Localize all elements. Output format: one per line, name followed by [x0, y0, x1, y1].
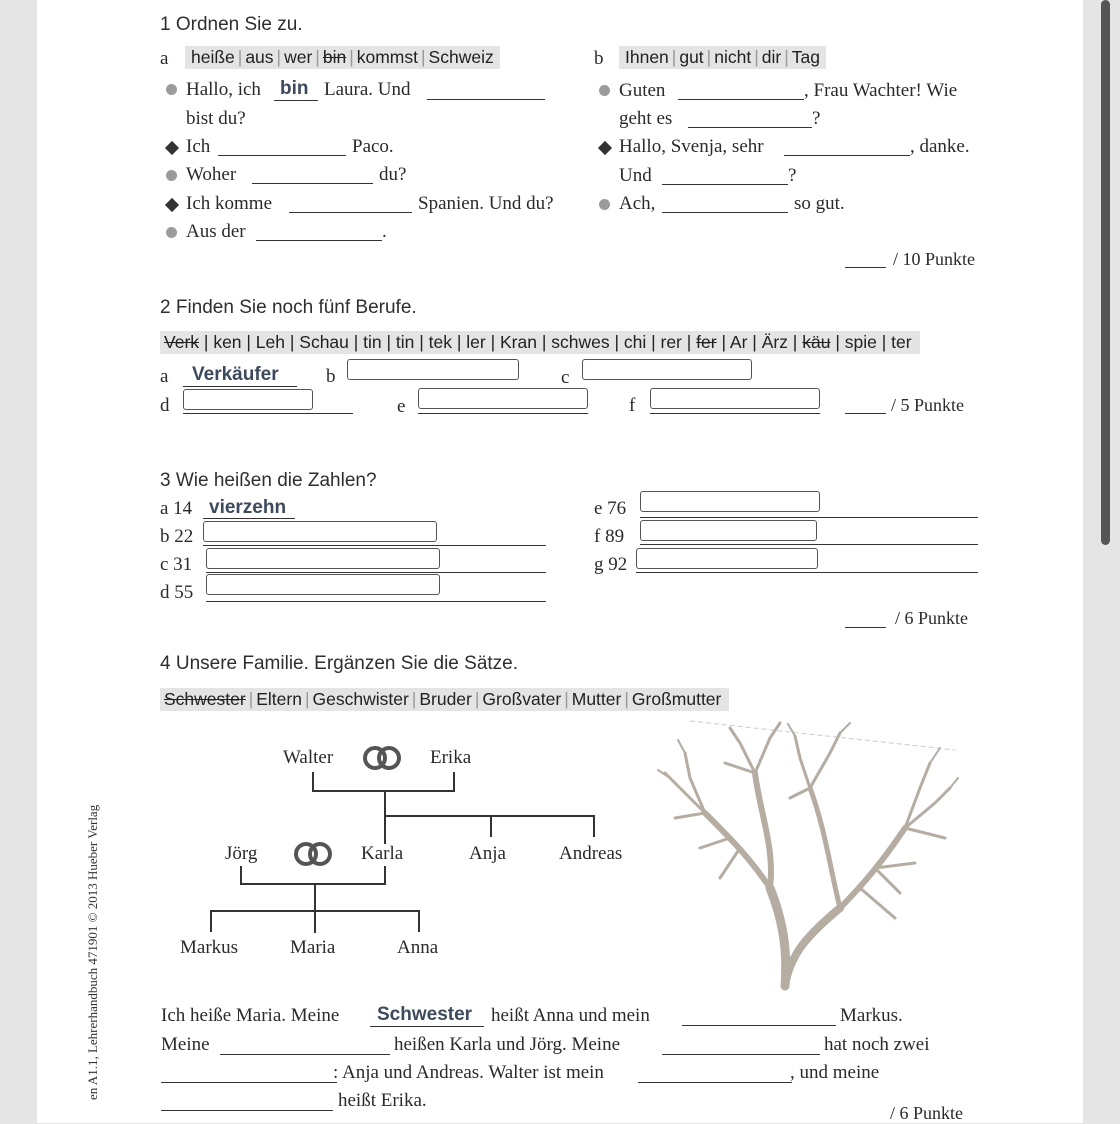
ex2-input-d[interactable] [183, 389, 313, 410]
ex3-label-c: c 31 [160, 554, 193, 575]
exercise-4-title: 4 Unsere Familie. Ergänzen Sie die Sätze. [160, 653, 519, 674]
word-geschwister: Geschwister [312, 689, 409, 709]
dot-bullet-icon [599, 199, 610, 210]
name-walter: Walter [283, 747, 334, 768]
name-anna: Anna [397, 937, 439, 958]
exercise-1-title: 1 Ordnen Sie zu. [160, 14, 303, 35]
ex1-blank-5[interactable] [289, 212, 412, 213]
ex3-answer-a: vierzehn [209, 497, 287, 518]
ex4-blank-4[interactable] [662, 1054, 820, 1055]
ex4-s2-b: heißen Karla und Jörg. Meine [394, 1034, 621, 1055]
ex3-label-e: e 76 [594, 498, 627, 519]
ex1-line1-answer: bin [280, 78, 309, 99]
tree-line [240, 866, 242, 884]
ex1-line2: bist du? [186, 108, 246, 129]
syllables-middle: ken | Leh | Schau | tin | tin | tek | ler | Kran | schwes | chi | rer | [213, 332, 692, 352]
ex1-line4-b: du? [379, 164, 407, 185]
word-gut: gut [679, 47, 704, 67]
ex1-blank-8[interactable] [688, 127, 812, 128]
ex3-label-d: d 55 [160, 582, 194, 603]
ex2-input-e[interactable] [418, 388, 588, 409]
word-schweiz: Schweiz [428, 47, 494, 67]
ex3-label-f: f 89 [594, 526, 625, 547]
ex4-s3-b: , und meine [790, 1062, 880, 1083]
ex3-label-a: a 14 [160, 498, 193, 519]
ex3-blank-b [203, 545, 546, 546]
tree-line [418, 910, 420, 932]
ex2-blank-e [418, 413, 588, 414]
name-erika: Erika [430, 747, 472, 768]
ex2-label-a: a [160, 366, 169, 387]
ex1-line5-a: Ich komme [186, 193, 273, 214]
ex3-blank-c [206, 572, 546, 573]
ex1-r3-b: , danke. [910, 136, 970, 157]
ex4-s2-c: hat noch zwei [824, 1034, 930, 1055]
tree-line [384, 866, 386, 884]
tree-line [210, 910, 212, 932]
exercise-3-title: 3 Wie heißen die Zahlen? [160, 470, 377, 491]
ex1-r3-a: Hallo, Svenja, sehr [619, 136, 764, 157]
ex3-input-c[interactable] [206, 548, 440, 569]
word-ihnen: Ihnen [625, 47, 669, 67]
name-andreas: Andreas [559, 843, 623, 864]
ex2-points: / 5 Punkte [891, 395, 965, 415]
ex3-score-blank[interactable] [845, 627, 886, 628]
ex1-r4-a: Und [619, 165, 652, 186]
word-eltern: Eltern [256, 689, 302, 709]
tree-line [312, 772, 314, 792]
ex4-s1-c: Markus. [840, 1005, 903, 1026]
ex1-blank-3[interactable] [218, 155, 346, 156]
dot-bullet-icon [166, 227, 177, 238]
ex1-line1-b: Laura. Und [324, 79, 411, 100]
ex3-label-b: b 22 [160, 526, 194, 547]
copyright-sidebar: en A1.1, Lehrerhandbuch 471901 © 2013 Hueber Verlag [85, 804, 100, 1100]
ex1-line4-a: Woher [186, 164, 237, 185]
ex2-label-c: c [561, 367, 570, 388]
ex1-blank-9[interactable] [784, 155, 910, 156]
ex1-line3-a: Ich [186, 136, 211, 157]
dot-bullet-icon [166, 170, 177, 181]
ex1-r1-a: Guten [619, 80, 666, 101]
name-karla: Karla [361, 843, 404, 864]
ex1-blank-7[interactable] [678, 99, 804, 100]
ex1-line3-b: Paco. [352, 136, 394, 157]
ex3-blank-a[interactable] [203, 518, 295, 519]
syllable-verk-struck: Verk [164, 332, 200, 352]
ex1-line1-a: Hallo, ich [186, 79, 261, 100]
ex1-label-b: b [594, 48, 604, 69]
ex2-label-d: d [160, 395, 170, 416]
tree-line [210, 910, 420, 912]
ex1-r5-b: so gut. [794, 193, 845, 214]
ex4-s2-a: Meine [161, 1034, 210, 1055]
tree-line [593, 815, 595, 837]
ex3-label-g: g 92 [594, 554, 628, 575]
ex1-r2-a: geht es [619, 108, 673, 129]
ex2-label-b: b [326, 366, 336, 387]
word-schwester-struck: Schwester [164, 689, 246, 709]
ex1-label-a: a [160, 48, 169, 69]
ex1-r5-a: Ach, [619, 193, 656, 214]
ex1-blank-10[interactable] [662, 184, 788, 185]
word-mutter: Mutter [571, 689, 622, 709]
ex1-wordbank-a: heiße | aus | wer | bin | kommst | Schweiz [185, 46, 500, 69]
name-markus: Markus [180, 937, 239, 958]
ex4-wordbank: Schwester | Eltern | Geschwister | Bruder | Großvater | Mutter | Großmutter [160, 688, 729, 711]
ex2-score-blank[interactable] [845, 413, 886, 414]
ex1-line5-b: Spanien. Und du? [418, 193, 554, 214]
ex1-line6-a: Aus der [186, 221, 246, 242]
ex4-s4: heißt Erika. [338, 1090, 427, 1111]
tree-line [240, 883, 386, 885]
ex4-s1-a: Ich heiße Maria. Meine [161, 1005, 340, 1026]
dot-bullet-icon [166, 84, 177, 95]
ex3-input-g[interactable] [636, 548, 818, 569]
ex4-blank-2[interactable] [682, 1025, 836, 1026]
tree-line [384, 790, 386, 844]
ex1-blank-2[interactable] [427, 99, 545, 100]
ex1-score-blank[interactable] [845, 267, 886, 268]
ex3-blank-g [636, 572, 978, 573]
name-anja: Anja [469, 843, 506, 864]
tree-illustration [650, 718, 960, 998]
ex1-points: / 10 Punkte [893, 249, 976, 269]
word-nicht: nicht [714, 47, 752, 67]
ex1-wordbank-b: Ihnen | gut | nicht | dir | Tag [619, 46, 826, 69]
tree-line [314, 883, 316, 933]
word-tag: Tag [791, 47, 820, 67]
wedding-rings-icon [291, 840, 337, 868]
ex3-blank-e [640, 517, 978, 518]
syllable-fer-struck: fer [696, 332, 717, 352]
ex3-blank-d [206, 601, 546, 602]
word-grossvater: Großvater [482, 689, 562, 709]
ex2-label-f: f [629, 395, 636, 416]
ex1-blank-1[interactable] [274, 100, 318, 101]
ex2-syllable-bank: Verk | ken | Leh | Schau | tin | tin | tek | ler | Kran | schwes | chi | rer | fer | Ar | Ärz | käu | spie | ter [160, 331, 920, 354]
ex2-blank-d [183, 413, 353, 414]
ex2-answer-a: Verkäufer [192, 364, 279, 385]
ex1-r1-b: , Frau Wachter! Wie [804, 80, 958, 101]
syllables-end: spie | ter [844, 332, 912, 352]
name-maria: Maria [290, 937, 336, 958]
ex4-blank-3[interactable] [220, 1054, 390, 1055]
word-aus: aus [245, 47, 274, 67]
ex3-points: / 6 Punkte [895, 608, 969, 628]
ex3-input-e[interactable] [640, 491, 820, 512]
ex2-blank-a[interactable] [183, 386, 297, 387]
ex1-line6-b: . [382, 221, 387, 242]
ex3-input-d[interactable] [206, 574, 440, 595]
ex1-blank-6[interactable] [256, 240, 382, 241]
word-bin-struck: bin [322, 47, 347, 67]
ex1-blank-11[interactable] [662, 212, 788, 213]
tree-line [384, 815, 594, 817]
ex4-blank-5[interactable] [161, 1082, 337, 1083]
syllable-kaeu-struck: käu [802, 332, 831, 352]
ex4-points: / 6 Punkte [890, 1103, 964, 1123]
ex4-blank-6[interactable] [638, 1082, 792, 1083]
ex1-r4-b: ? [788, 165, 797, 186]
tree-line [453, 772, 455, 792]
ex2-label-e: e [397, 396, 406, 417]
ex2-input-c[interactable] [582, 359, 752, 380]
word-heisse: heiße [191, 47, 235, 67]
ex3-input-b[interactable] [203, 521, 437, 542]
ex2-input-f[interactable] [650, 388, 820, 409]
ex3-blank-f [640, 544, 978, 545]
ex2-blank-f [650, 413, 820, 414]
ex1-blank-4[interactable] [252, 183, 373, 184]
ex4-s1-b: heißt Anna und mein [491, 1005, 650, 1026]
ex4-blank-1[interactable] [370, 1026, 484, 1027]
ex4-s3-a: : Anja und Andreas. Walter ist mein [333, 1062, 604, 1083]
exercise-2-title: 2 Finden Sie noch fünf Berufe. [160, 297, 417, 318]
ex4-s1-answer: Schwester [377, 1004, 473, 1025]
ex2-input-b[interactable] [347, 359, 519, 380]
scrollbar[interactable] [1101, 0, 1110, 545]
word-kommst: kommst [356, 47, 418, 67]
dot-bullet-icon [599, 85, 610, 96]
ex1-r2-b: ? [812, 108, 821, 129]
wedding-rings-icon [360, 744, 406, 772]
word-dir: dir [761, 47, 782, 67]
word-wer: wer [284, 47, 313, 67]
word-grossmutter: Großmutter [631, 689, 722, 709]
name-joerg: Jörg [225, 843, 258, 864]
tree-line [490, 815, 492, 837]
ex4-blank-7[interactable] [161, 1110, 333, 1111]
syllables-ar: Ar | Ärz | [729, 332, 798, 352]
ex3-input-f[interactable] [640, 520, 817, 541]
word-bruder: Bruder [419, 689, 472, 709]
